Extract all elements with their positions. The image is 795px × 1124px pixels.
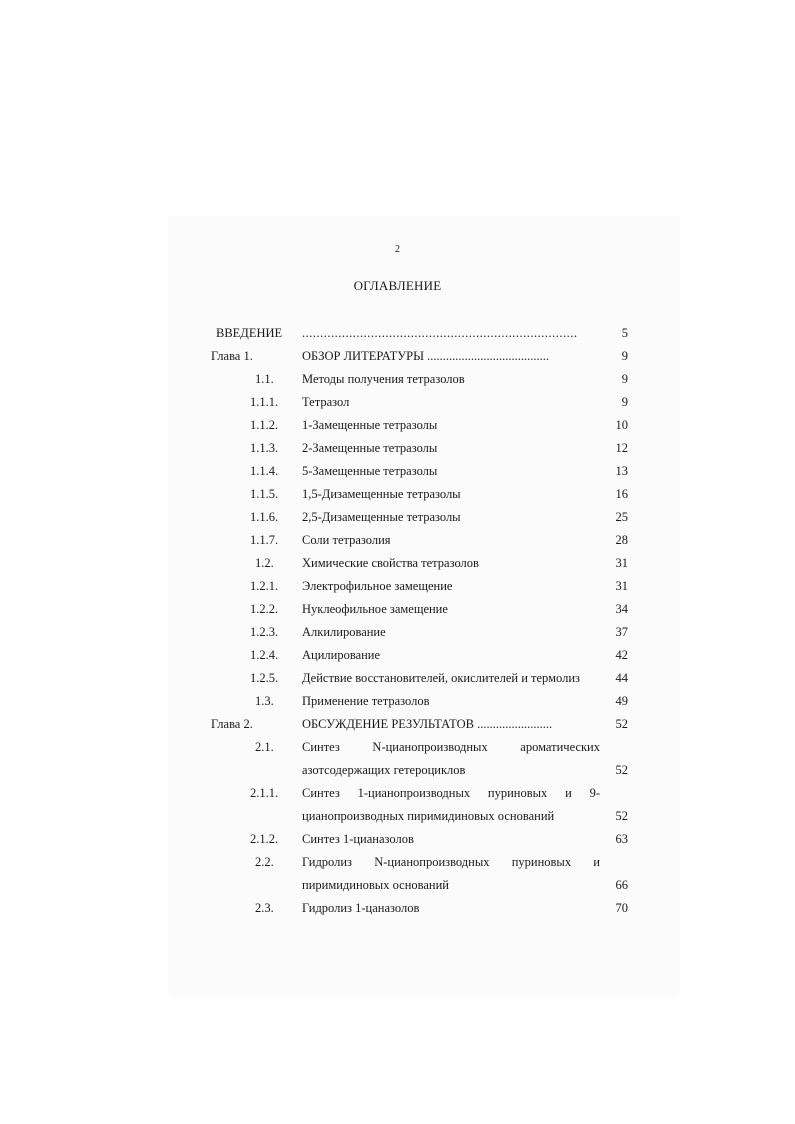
toc-entry-page: 63 [615, 832, 628, 846]
toc-entry-number: 2.1. [255, 740, 274, 754]
toc-entry-1-2-1[interactable] [0, 575, 795, 598]
toc-entry-1-3[interactable] [0, 690, 795, 713]
toc-entry-number: 2.2. [255, 855, 274, 869]
toc-entry-leader: ............................................................................ [302, 326, 578, 340]
toc-entry-2-1-2[interactable] [0, 828, 795, 851]
toc-entry-title-line-1: Синтез 1-цианопроизводных пуриновых и 9- [302, 786, 600, 800]
toc-entry-number: 1.2.3. [250, 625, 279, 639]
toc-entry-title-line-1: Гидролиз N-цианопроизводных пуриновых и [302, 855, 600, 869]
toc-entry-number: 1.2.1. [250, 579, 279, 593]
toc-entry-page: 70 [615, 901, 628, 915]
toc-entry-2-3[interactable] [0, 897, 795, 920]
toc-entry-number: 1.1.1. [250, 395, 279, 409]
toc-entry-page: 52 [615, 763, 628, 777]
toc-entry-1-1-2[interactable] [0, 414, 795, 437]
toc-entry-1-2-3[interactable] [0, 621, 795, 644]
toc-entry-page: 52 [615, 717, 628, 731]
toc-entry-page: 16 [615, 487, 628, 501]
toc-entry-number: 1.2.2. [250, 602, 279, 616]
toc-entry-title [302, 736, 600, 782]
toc-entry-number: 1.3. [255, 694, 274, 708]
toc-entry-page: 12 [615, 441, 628, 455]
toc-entry-title: Электрофильное замещение [302, 579, 453, 593]
toc-entry-title: 2,5-Дизамещенные тетразолы [302, 510, 461, 524]
toc-entry-2-2[interactable] [0, 851, 795, 897]
toc-entry-title: Соли тетразолия [302, 533, 391, 547]
toc-entry-title: Тетразол [302, 395, 350, 409]
toc-entry-title-line-2: азотсодержащих гетероциклов [302, 763, 466, 777]
toc-entry-page: 37 [615, 625, 628, 639]
toc-entry-title: 5-Замещенные тетразолы [302, 464, 438, 478]
toc-entry-title: Гидролиз 1-цаназолов [302, 901, 420, 915]
toc-entry-page: 9 [621, 372, 628, 386]
toc-entry-page: 49 [615, 694, 628, 708]
toc-entry-number: 1.1.3. [250, 441, 279, 455]
toc-entry-1-1-6[interactable] [0, 506, 795, 529]
toc-entry-title: ОБСУЖДЕНИЕ РЕЗУЛЬТАТОВ ........................ [302, 717, 553, 731]
toc-entry-chapter-2[interactable] [0, 713, 795, 736]
page-number: 2 [395, 244, 400, 255]
toc-entry-page: 9 [621, 395, 628, 409]
toc-entry-introduction[interactable] [0, 322, 795, 345]
toc-entry-page: 28 [615, 533, 628, 547]
toc-entry-number: ВВЕДЕНИЕ [216, 326, 283, 340]
toc-entry-page: 34 [615, 602, 628, 616]
toc-entry-1-1-7[interactable] [0, 529, 795, 552]
toc-entry-1-1-1[interactable] [0, 391, 795, 414]
toc-entry-number: 1.2.4. [250, 648, 279, 662]
toc-entry-page: 31 [615, 556, 628, 570]
toc-entry-title: Нуклеофильное замещение [302, 602, 448, 616]
toc-entry-page: 66 [615, 878, 628, 892]
toc-entry-number: 2.1.1. [250, 786, 279, 800]
toc-entry-page: 9 [621, 349, 628, 363]
toc-entry-page: 5 [621, 326, 628, 340]
toc-entry-title: 1,5-Дизамещенные тетразолы [302, 487, 461, 501]
toc-entry-number: 1.1.7. [250, 533, 279, 547]
toc-entry-page: 10 [615, 418, 628, 432]
toc-entry-1-1-3[interactable] [0, 437, 795, 460]
toc-entry-title-line-2: цианопроизводных пиримидиновых оснований [302, 809, 555, 823]
toc-entry-page: 13 [615, 464, 628, 478]
toc-entry-1-1-4[interactable] [0, 460, 795, 483]
toc-entry-title: Алкилирование [302, 625, 386, 639]
table-of-contents [0, 322, 795, 920]
toc-entry-number: Глава 2. [211, 717, 253, 731]
toc-entry-number: Глава 1. [211, 349, 253, 363]
toc-entry-title: Химические свойства тетразолов [302, 556, 479, 570]
toc-entry-number: 2.1.2. [250, 832, 279, 846]
toc-entry-title: Синтез 1-цианазолов [302, 832, 414, 846]
toc-entry-2-1-1[interactable] [0, 782, 795, 828]
toc-entry-page: 31 [615, 579, 628, 593]
toc-entry-title: Применение тетразолов [302, 694, 430, 708]
toc-entry-page: 25 [615, 510, 628, 524]
toc-entry-number: 1.2.5. [250, 671, 279, 685]
toc-entry-title-line-1: Синтез N-цианопроизводных ароматических [302, 740, 600, 754]
toc-entry-1-2-2[interactable] [0, 598, 795, 621]
toc-entry-number: 1.1. [255, 372, 274, 386]
toc-entry-page: 44 [615, 671, 628, 685]
toc-entry-1-1[interactable] [0, 368, 795, 391]
toc-entry-1-2[interactable] [0, 552, 795, 575]
toc-entry-2-1[interactable] [0, 736, 795, 782]
toc-entry-page: 42 [615, 648, 628, 662]
toc-entry-number: 1.1.4. [250, 464, 279, 478]
toc-entry-number: 1.1.2. [250, 418, 279, 432]
toc-entry-title: Действие восстановителей, окислителей и термолиз [302, 671, 580, 685]
toc-entry-1-1-5[interactable] [0, 483, 795, 506]
toc-entry-title: Ацилирование [302, 648, 381, 662]
toc-entry-chapter-1[interactable] [0, 345, 795, 368]
toc-entry-1-2-5[interactable] [0, 667, 795, 690]
toc-entry-title: 2-Замещенные тетразолы [302, 441, 438, 455]
toc-entry-title [302, 782, 600, 828]
toc-entry-number: 1.1.5. [250, 487, 279, 501]
toc-entry-number: 2.3. [255, 901, 274, 915]
toc-entry-1-2-4[interactable] [0, 644, 795, 667]
page-title: ОГЛАВЛЕНИЕ [353, 278, 442, 293]
toc-entry-title [302, 851, 600, 897]
toc-entry-title-line-2: пиримидиновых оснований [302, 878, 449, 892]
toc-entry-title: 1-Замещенные тетразолы [302, 418, 438, 432]
toc-entry-number: 1.2. [255, 556, 274, 570]
toc-entry-title: Методы получения тетразолов [302, 372, 465, 386]
toc-entry-number: 1.1.6. [250, 510, 279, 524]
toc-entry-title: ОБЗОР ЛИТЕРАТУРЫ ....................................... [302, 349, 549, 363]
toc-entry-page: 52 [615, 809, 628, 823]
